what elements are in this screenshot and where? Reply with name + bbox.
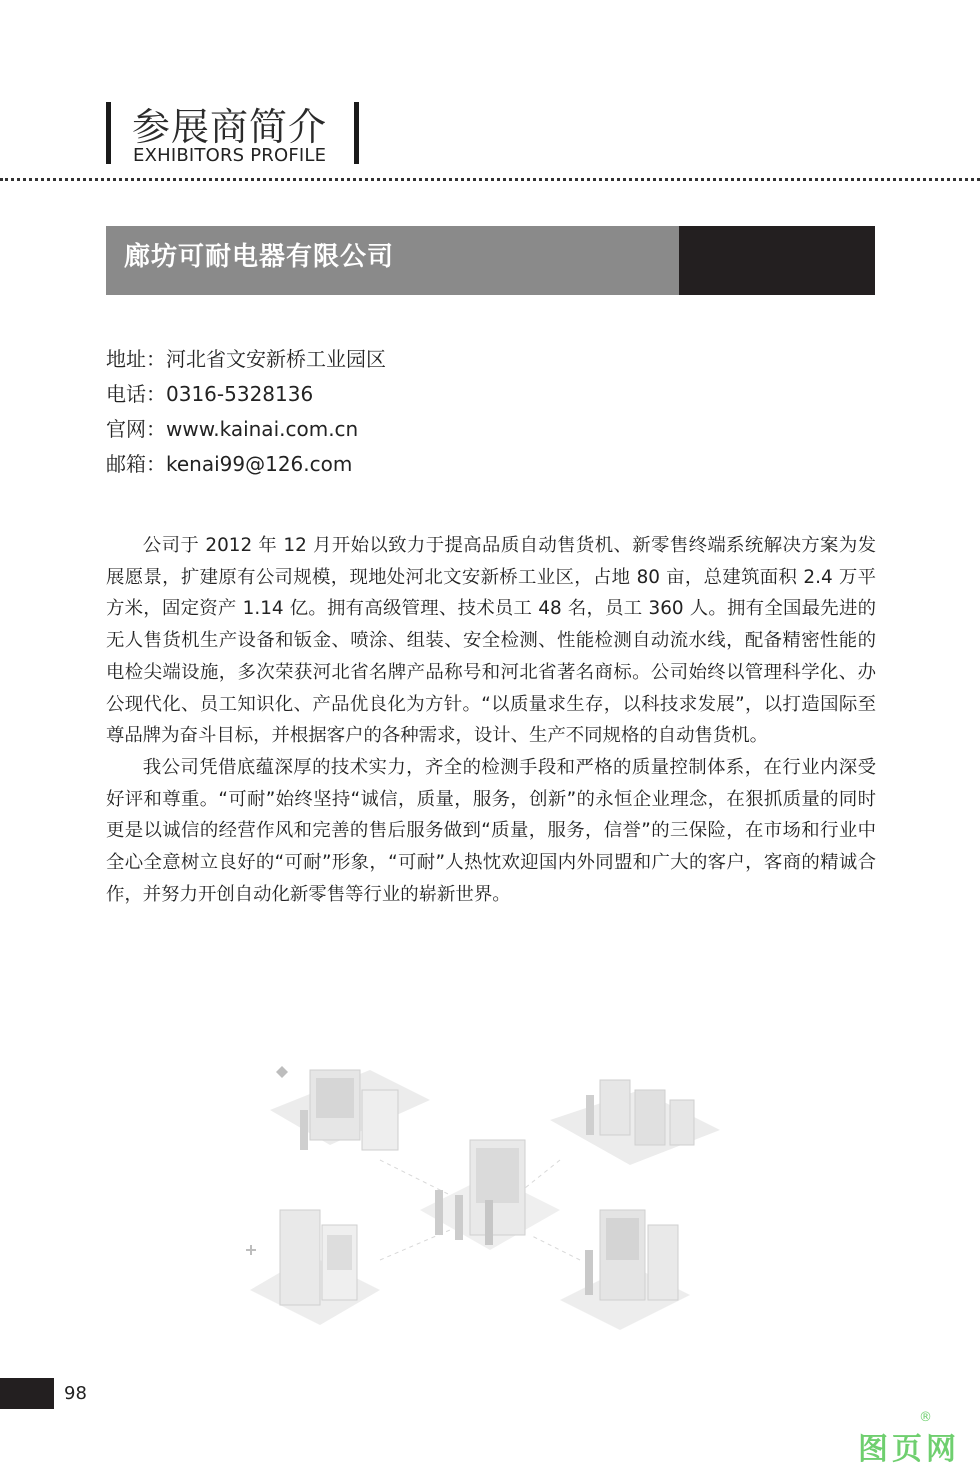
banner-dark-block bbox=[679, 226, 875, 295]
header-right-bar bbox=[354, 102, 359, 164]
contact-address: 地址：河北省文安新桥工业园区 bbox=[106, 347, 386, 371]
contact-info bbox=[106, 343, 386, 483]
page-number: 98 bbox=[64, 1383, 87, 1404]
contact-email[interactable]: 邮箱：kenai99@126.com bbox=[106, 452, 353, 476]
page-title: 参展商简介 bbox=[132, 105, 328, 149]
company-description bbox=[106, 530, 876, 910]
contact-website[interactable]: 官网：www.kainai.com.cn bbox=[106, 417, 359, 441]
page-subtitle: EXHIBITORS PROFILE bbox=[133, 145, 327, 166]
contact-phone: 电话：0316-5328136 bbox=[106, 382, 314, 406]
watermark-logo: 图页网 bbox=[858, 1432, 960, 1467]
watermark-registered-mark: ® bbox=[919, 1410, 932, 1425]
company-name: 廊坊可耐电器有限公司 bbox=[124, 242, 395, 272]
description-paragraph-1: 公司于 2012 年 12 月开始以致力于提高品质自动售货机、新零售终端系统解决方案为发展愿景，扩建原有公司规模，现地处河北文安新桥工业区，占地 80 亩，总建筑面积 2.4 万平方米，固定资产 1.14 亿。拥有高级管理、技术员工 48 名，员工 360 人。拥有全国最先进的无人售货机生产设备和钣金、喷涂、组装、安全检测、性能检测自动流水线，配备精密性能的电检尖端设施，多次荣获河北省名牌产品称号和河北省著名商标。公司始终以管理科学化、办公现代化、员工知识化、产品优良化为方针。“以质量求生存，以科技求发展”，以打造国际至尊品牌为奋斗目标，并根据客户的各种需求，设计、生产不同规格的自动售货机。 bbox=[106, 535, 876, 747]
description-paragraph-2: 我公司凭借底蕴深厚的技术实力，齐全的检测手段和严格的质量控制体系，在行业内深受好评和尊重。“可耐”始终坚持“诚信，质量，服务，创新”的永恒企业理念，在狠抓质量的同时更是以诚信的经营作风和完善的售后服务做到“质量，服务，信誉”的三保险，在市场和行业中全心全意树立良好的“可耐”形象，“可耐”人热忱欢迎国内外同盟和广大的客户，客商的精诚合作，并努力开创自动化新零售等行业的崭新世界。 bbox=[106, 756, 876, 905]
vending-machine-illustration bbox=[230, 1050, 750, 1350]
header-left-bar bbox=[106, 102, 111, 164]
company-banner bbox=[106, 226, 875, 295]
dotted-divider bbox=[0, 178, 980, 181]
page-number-block bbox=[0, 1378, 54, 1409]
